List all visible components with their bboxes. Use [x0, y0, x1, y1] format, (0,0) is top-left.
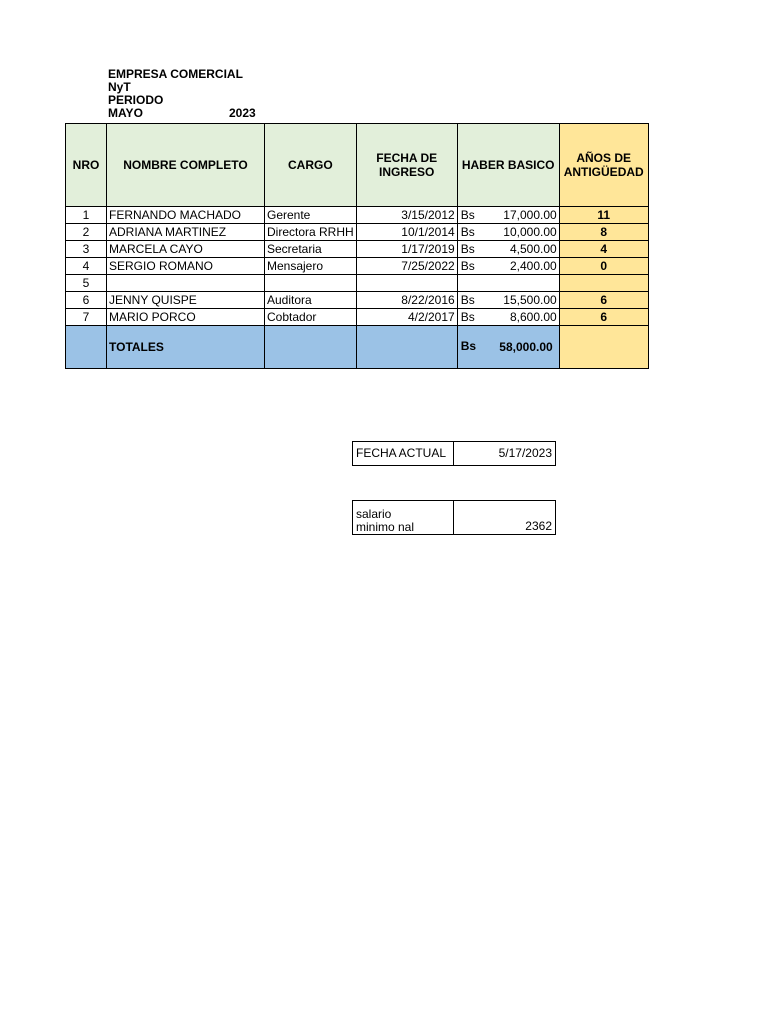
- col-fecha[interactable]: FECHA DE INGRESO: [356, 124, 457, 207]
- cell-nro[interactable]: 2: [66, 224, 107, 241]
- cell-anos[interactable]: 0: [559, 258, 648, 275]
- col-cargo[interactable]: CARGO: [265, 124, 357, 207]
- cell-fecha[interactable]: 1/17/2019: [356, 241, 457, 258]
- cell-haber[interactable]: [457, 292, 559, 309]
- cell-fecha[interactable]: 3/15/2012: [356, 207, 457, 224]
- cell-haber[interactable]: [457, 241, 559, 258]
- cell-nro[interactable]: 4: [66, 258, 107, 275]
- amount: 17,000.00: [503, 208, 557, 222]
- col-haber[interactable]: HABER BASICO: [457, 124, 559, 207]
- amount: 10,000.00: [503, 225, 557, 239]
- cell-nombre[interactable]: MARIO PORCO: [107, 309, 265, 326]
- salario-label-line2: minimo nal: [356, 520, 415, 534]
- cell-nombre[interactable]: [107, 275, 265, 292]
- cell-fecha[interactable]: 4/2/2017: [356, 309, 457, 326]
- totals-haber[interactable]: [457, 326, 559, 369]
- cell-fecha[interactable]: 10/1/2014: [356, 224, 457, 241]
- cell-fecha[interactable]: 8/22/2016: [356, 292, 457, 309]
- cell-anos[interactable]: 6: [559, 292, 648, 309]
- period-year: 2023: [229, 106, 256, 120]
- cell-nro[interactable]: 7: [66, 309, 107, 326]
- currency-label: Bs: [460, 310, 475, 324]
- table-row: [66, 309, 649, 326]
- cell-anos[interactable]: 8: [559, 224, 648, 241]
- cell-nro[interactable]: 3: [66, 241, 107, 258]
- cell-cargo[interactable]: Gerente: [265, 207, 357, 224]
- cell-fecha[interactable]: [356, 275, 457, 292]
- currency-label: Bs: [460, 208, 475, 222]
- cell-anos[interactable]: 11: [559, 207, 648, 224]
- cell-cargo[interactable]: Directora RRHH: [265, 224, 357, 241]
- cell-cargo[interactable]: Secretaria: [265, 241, 357, 258]
- cell-anos[interactable]: 6: [559, 309, 648, 326]
- company-name: EMPRESA COMERCIAL: [108, 67, 243, 81]
- amount: 8,600.00: [509, 310, 557, 324]
- cell-cargo[interactable]: Auditora: [265, 292, 357, 309]
- employee-table: [65, 123, 649, 369]
- cell-cargo[interactable]: [265, 275, 357, 292]
- cell-nro[interactable]: 6: [66, 292, 107, 309]
- totals-cell-cargo[interactable]: [265, 326, 357, 369]
- currency-label: Bs: [460, 225, 475, 239]
- col-anos[interactable]: AÑOS DE ANTIGÜEDAD: [559, 124, 648, 207]
- cell-nombre[interactable]: FERNANDO MACHADO: [107, 207, 265, 224]
- totals-label[interactable]: TOTALES: [107, 326, 265, 369]
- cell-nro[interactable]: 1: [66, 207, 107, 224]
- table-row: [66, 207, 649, 224]
- salario-value[interactable]: 2362: [454, 501, 556, 535]
- totals-cell-anos[interactable]: [559, 326, 648, 369]
- totals-cell-fecha[interactable]: [356, 326, 457, 369]
- cell-fecha[interactable]: 7/25/2022: [356, 258, 457, 275]
- currency-label: Bs: [460, 339, 477, 353]
- cell-anos[interactable]: 4: [559, 241, 648, 258]
- header-row: [66, 124, 649, 207]
- fecha-actual-label[interactable]: FECHA ACTUAL: [353, 442, 454, 466]
- col-nro[interactable]: NRO: [66, 124, 107, 207]
- period-label: PERIODO: [108, 93, 164, 107]
- period-month: MAYO: [108, 106, 143, 120]
- table-row: [66, 241, 649, 258]
- salario-label[interactable]: [353, 501, 454, 535]
- table-row: [66, 258, 649, 275]
- company-name-2: NyT: [108, 80, 131, 94]
- table-row: [66, 224, 649, 241]
- cell-nombre[interactable]: JENNY QUISPE: [107, 292, 265, 309]
- currency-label: Bs: [460, 293, 475, 307]
- table-row: [66, 292, 649, 309]
- salario-box: [352, 500, 556, 535]
- fecha-actual-box: [352, 441, 556, 466]
- cell-anos[interactable]: [559, 275, 648, 292]
- fecha-actual-value[interactable]: 5/17/2023: [454, 442, 556, 466]
- cell-cargo[interactable]: Mensajero: [265, 258, 357, 275]
- currency-label: Bs: [460, 242, 475, 256]
- salario-label-line1: salario: [356, 507, 392, 521]
- amount: 4,500.00: [509, 242, 557, 256]
- total-amount: 58,000.00: [499, 340, 553, 354]
- amount: 15,500.00: [503, 293, 557, 307]
- totals-cell-nro[interactable]: [66, 326, 107, 369]
- currency-label: Bs: [460, 259, 475, 273]
- cell-haber[interactable]: [457, 275, 559, 292]
- cell-nombre[interactable]: MARCELA CAYO: [107, 241, 265, 258]
- cell-cargo[interactable]: Cobtador: [265, 309, 357, 326]
- amount: 2,400.00: [509, 259, 557, 273]
- cell-haber[interactable]: [457, 224, 559, 241]
- cell-haber[interactable]: [457, 207, 559, 224]
- cell-nombre[interactable]: SERGIO ROMANO: [107, 258, 265, 275]
- cell-nro[interactable]: 5: [66, 275, 107, 292]
- cell-haber[interactable]: [457, 258, 559, 275]
- table-row: [66, 275, 649, 292]
- cell-nombre[interactable]: ADRIANA MARTINEZ: [107, 224, 265, 241]
- col-nombre[interactable]: NOMBRE COMPLETO: [107, 124, 265, 207]
- totals-row: [66, 326, 649, 369]
- cell-haber[interactable]: [457, 309, 559, 326]
